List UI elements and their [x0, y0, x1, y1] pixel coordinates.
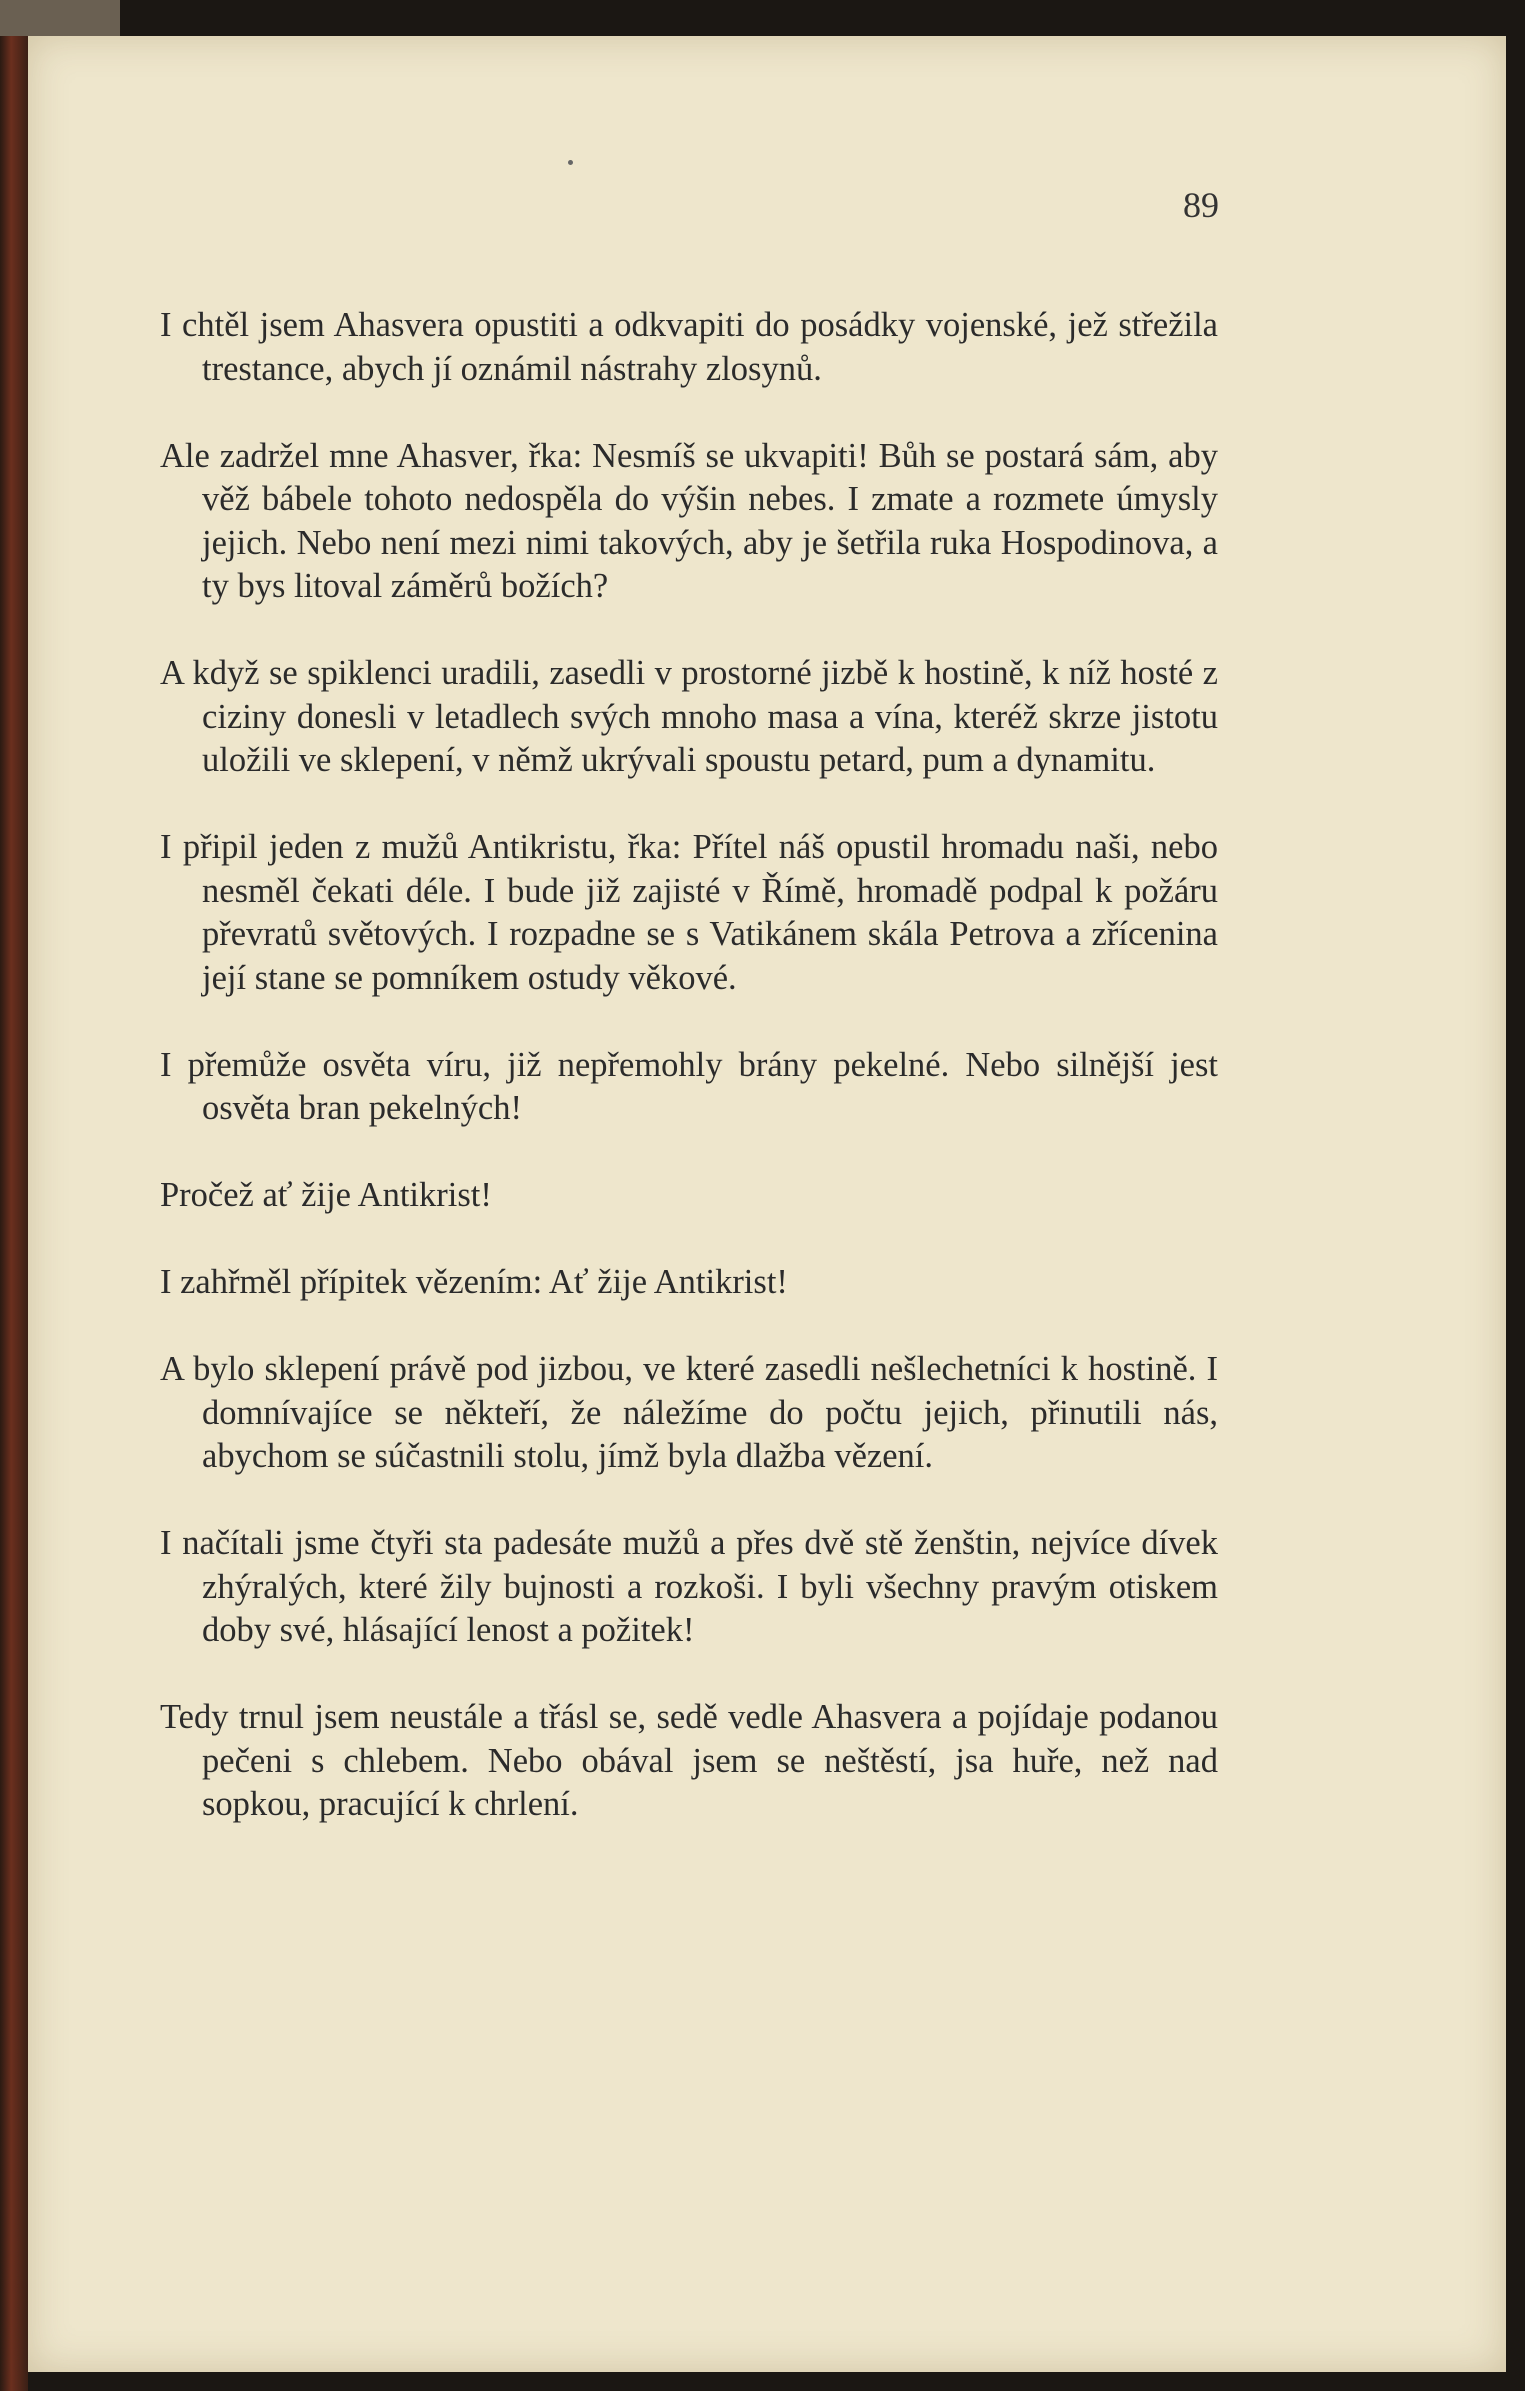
page-speck: [568, 160, 573, 165]
body-text: [160, 304, 1218, 1870]
paragraph-8: A bylo sklepení právě pod jizbou, ve které zasedli nešlechetníci k hostině. I domnívajíce se někteří, že náležíme do počtu jejich, přinutili nás, abychom se súčastnili stolu, jímž byla dlažba vězení.: [160, 1350, 1218, 1475]
book-page: [28, 36, 1506, 2372]
paragraph-5: I přemůže osvěta víru, již nepřemohly brány pekelné. Nebo silnější jest osvěta bran pekelných!: [160, 1045, 1218, 1127]
paragraph-10: Tedy trnul jsem neustále a třásl se, sedě vedle Ahasvera a pojídaje podanou pečeni s chlebem. Nebo obával jsem se neštěstí, jsa huře, než nad sopkou, pracující k chrlení.: [160, 1698, 1218, 1823]
paragraph-4: I připil jeden z mužů Antikristu, řka: Přítel náš opustil hromadu naši, nebo nesměl čekati déle. I bude již zajisté v Římě, hromadě podpal k požáru převratů světových. I rozpadne se s Vatikánem skála Petrova a zřícenina její stane se pomníkem ostudy věkové.: [160, 828, 1218, 997]
paragraph-1: I chtěl jsem Ahasvera opustiti a odkvapiti do posádky vojenské, jež střežila trestance, abych jí oznámil nástrahy zlosynů.: [160, 306, 1218, 388]
paragraph-6: Pročež ať žije Antikrist!: [160, 1176, 492, 1214]
page-edge: [0, 0, 120, 36]
paragraph-7: I zahřměl přípitek vězením: Ať žije Antikrist!: [160, 1263, 788, 1301]
paragraph-9: I načítali jsme čtyři sta padesáte mužů a přes dvě stě ženštin, nejvíce dívek zhýralých, které žily bujnosti a rozkoši. I byli všechny pravým otiskem doby své, hlásající lenost a požitek!: [160, 1524, 1218, 1649]
paragraph-3: A když se spiklenci uradili, zasedli v prostorné jizbě k hostině, k níž hosté z ciziny donesli v letadlech svých mnoho masa a vína, kteréž skrze jistotu uložili ve sklepení, v němž ukrývali spoustu petard, pum a dynamitu.: [160, 654, 1218, 779]
book-spine: [0, 0, 28, 2391]
page-number: 89: [1183, 185, 1219, 225]
paragraph-2: Ale zadržel mne Ahasver, řka: Nesmíš se ukvapiti! Bůh se postará sám, aby věž bábele tohoto nedospěla do výšin nebes. I zmate a rozmete úmysly jejich. Nebo není mezi nimi takových, aby je šetřila ruka Hospodinova, a ty bys litoval záměrů božích?: [160, 436, 1218, 605]
